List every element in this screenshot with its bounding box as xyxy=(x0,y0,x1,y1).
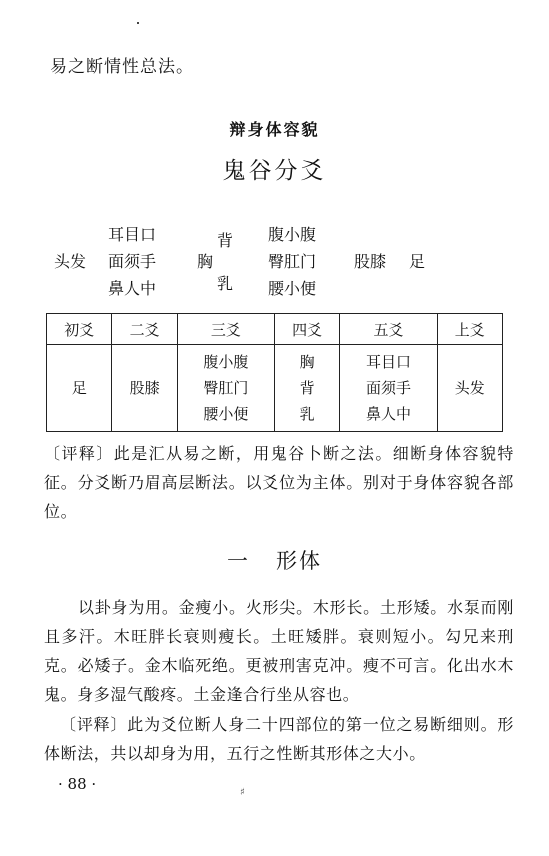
diagram-foot: 足 xyxy=(409,252,426,271)
table-cell-line: 鼻人中 xyxy=(365,405,411,423)
diagram-back-line: 乳 xyxy=(217,274,234,293)
table-cell-line: 腹小腹 xyxy=(203,353,249,371)
diagram-head: 头发 xyxy=(54,252,87,271)
diagram-lower-line: 臀肛门 xyxy=(268,252,317,271)
diagram-face-line: 鼻人中 xyxy=(108,279,157,298)
commentary-paragraph xyxy=(44,439,514,526)
table-cell-line: 股膝 xyxy=(129,379,160,397)
table-header-cell: 二爻 xyxy=(112,314,177,345)
diagram-face-line: 耳目口 xyxy=(108,225,157,244)
table-cell-line: 臀肛门 xyxy=(203,379,249,397)
table-cell xyxy=(177,345,274,432)
page-number: · 88 · xyxy=(58,775,97,793)
table-cell-line: 背 xyxy=(299,379,315,397)
table-cell-line: 耳目口 xyxy=(365,353,411,371)
commentary-paragraph xyxy=(44,710,514,768)
table-cell xyxy=(340,345,437,432)
section-title xyxy=(0,545,549,575)
diagram-thigh: 股膝 xyxy=(354,252,387,271)
table-cell-line: 头发 xyxy=(454,379,485,397)
diagram-face-line: 面须手 xyxy=(108,252,157,271)
diagram-face xyxy=(108,221,156,302)
commentary-text: 此是汇从易之断，用鬼谷卜断之法。细断身体容貌特征。分爻断乃眉高层断法。以爻位为主体。别对于身体容貌各部位。 xyxy=(44,444,514,521)
section-heading: 辩身体容貌 xyxy=(229,120,320,139)
commentary-lead: 〔评释〕 xyxy=(60,715,128,734)
table-cell-line: 面须手 xyxy=(365,379,411,397)
diagram-lower-line: 腰小便 xyxy=(268,279,317,298)
table-cell xyxy=(112,345,177,432)
section-number: 一 xyxy=(227,549,250,573)
table-cell xyxy=(437,345,503,432)
diagram-lower-line: 腹小腹 xyxy=(268,225,317,244)
method-title: 鬼谷分爻 xyxy=(222,158,327,184)
table-cell-line: 胸 xyxy=(299,353,315,371)
footer-mark: ♯ xyxy=(240,787,245,798)
body-paragraph: 以卦身为用。金瘦小。火形尖。木形长。土形矮。水泵而刚且多汗。木旺胖长衰则瘦长。土旺矮胖。衰则短小。勾兄来刑克。必矮子。金木临死绝。更被刑害克冲。瘦不可言。化出水木鬼。身多湿气酸疼。土金逢合行坐从容也。 xyxy=(44,598,514,704)
table-header-row xyxy=(47,314,503,345)
intro-line: 易之断情性总法。 xyxy=(50,57,194,77)
table-cell-line: 乳 xyxy=(299,405,315,423)
diagram-back-line: 背 xyxy=(217,231,234,250)
diagram-lower-body xyxy=(268,221,316,302)
commentary-text: 此为爻位断人身二十四部位的第一位之易断细则。形体断法，共以却身为用，五行之性断其形体之大小。 xyxy=(44,715,514,763)
table-header-cell: 四爻 xyxy=(274,314,339,345)
scan-speck xyxy=(137,22,139,24)
yao-table xyxy=(46,313,503,432)
table-header-cell: 上爻 xyxy=(437,314,503,345)
commentary-lead: 〔评释〕 xyxy=(44,444,114,463)
table-row xyxy=(47,345,503,432)
table-cell-line: 腰小便 xyxy=(203,405,249,423)
table-header-cell: 五爻 xyxy=(340,314,437,345)
table-cell xyxy=(47,345,112,432)
table-header-cell: 初爻 xyxy=(47,314,112,345)
table-cell-line: 足 xyxy=(71,379,87,397)
table-header-cell: 三爻 xyxy=(177,314,274,345)
diagram-back-line: 胸 xyxy=(197,252,214,271)
table-cell xyxy=(274,345,339,432)
diagram-back xyxy=(197,230,234,294)
section-title-text: 形体 xyxy=(276,549,322,573)
